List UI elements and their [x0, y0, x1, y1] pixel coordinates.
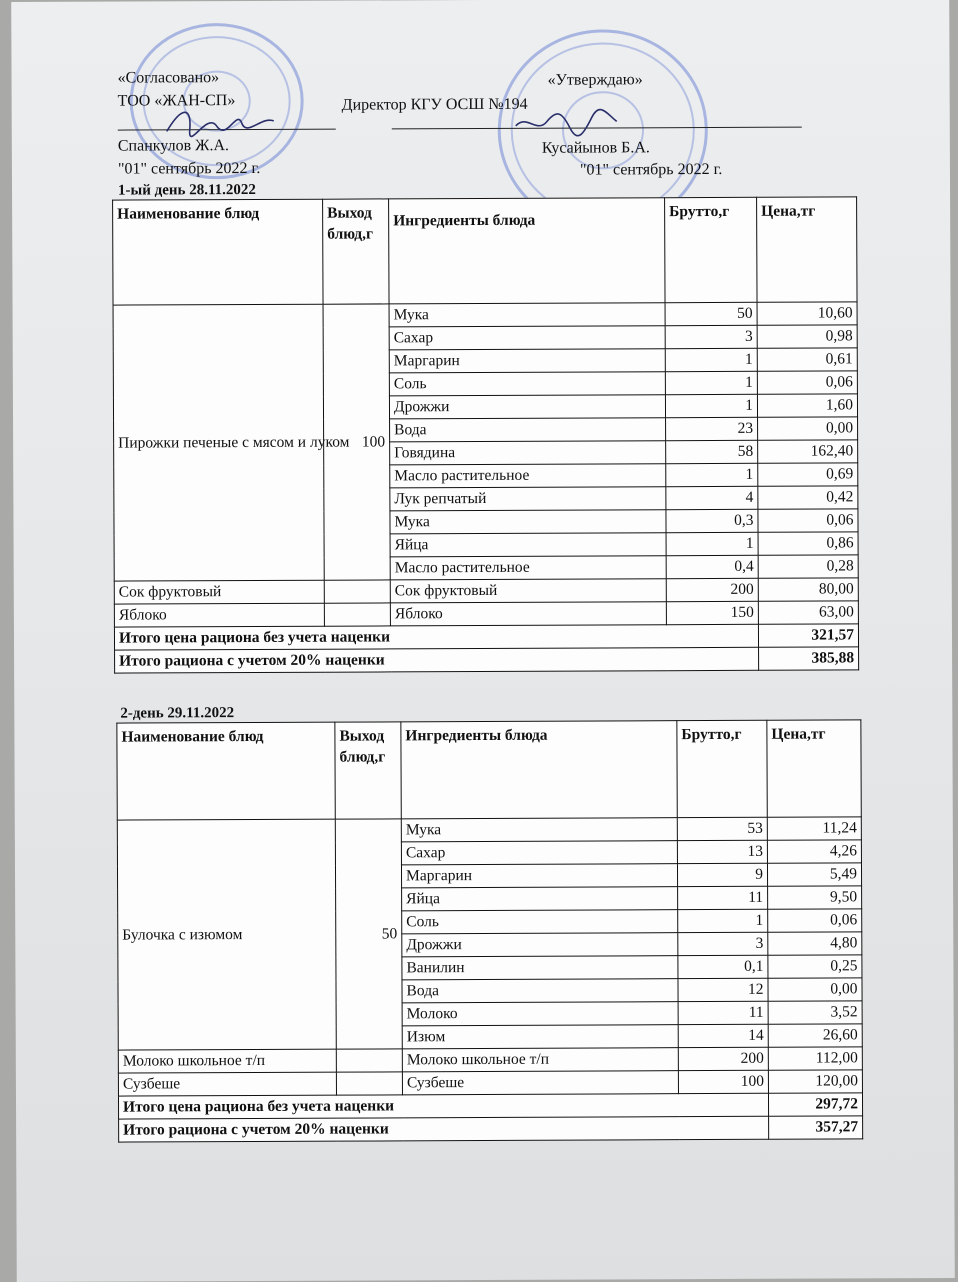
ingredient-cell: Молоко школьное т/п: [402, 1048, 678, 1072]
ingredient-cell: Яйца: [390, 533, 666, 557]
ingredient-cell: Масло растительное: [390, 556, 666, 580]
price-cell: 0,61: [757, 348, 857, 371]
total-label: Итого цена рациона без учета наценки: [114, 624, 758, 650]
table-header-row: [117, 720, 861, 820]
dish-name-cell: Пирожки печеные с мясом и луком: [113, 304, 324, 581]
table-row: [114, 578, 858, 604]
ingredient-cell: Соль: [389, 372, 665, 396]
price-cell: 5,49: [767, 863, 861, 886]
dish-name-cell: Яблоко: [114, 603, 324, 627]
markup-total-row: [115, 647, 859, 673]
ingredient-cell: Яблоко: [390, 602, 666, 626]
col-yield: Выход блюд,г: [323, 199, 389, 304]
dish-name-cell: Сок фруктовый: [114, 580, 324, 604]
gross-cell: 58: [666, 440, 758, 463]
day2-menu-table: [116, 719, 863, 1142]
approve-label: «Утверждаю»: [547, 71, 643, 89]
dish-yield-cell: 100: [323, 304, 390, 580]
table-row: [118, 1070, 862, 1096]
gross-cell: 200: [666, 578, 758, 601]
gross-cell: 100: [678, 1070, 768, 1093]
ingredient-cell: Яйца: [402, 887, 678, 911]
ingredient-cell: Говядина: [390, 441, 666, 465]
price-cell: 0,00: [758, 417, 858, 440]
price-cell: 0,98: [757, 325, 857, 348]
table-row: [114, 601, 858, 627]
total-value: 357,27: [769, 1116, 863, 1139]
price-cell: 10,60: [757, 302, 857, 325]
total-label: Итого рациона с учетом 20% наценки: [119, 1116, 769, 1142]
dish-yield-cell: [324, 580, 390, 603]
price-cell: 0,06: [768, 909, 862, 932]
total-value: 297,72: [768, 1093, 862, 1116]
price-cell: 4,26: [767, 840, 861, 863]
col-ingredients: Ингредиенты блюда: [401, 721, 677, 819]
gross-cell: 50: [665, 302, 757, 325]
gross-cell: 14: [678, 1024, 768, 1047]
price-cell: 0,28: [758, 555, 858, 578]
price-cell: 112,00: [768, 1047, 862, 1070]
price-cell: 1,60: [757, 394, 857, 417]
gross-cell: 150: [666, 601, 758, 624]
gross-cell: 1: [666, 532, 758, 555]
document-page: [11, 0, 955, 1282]
price-cell: 80,00: [758, 578, 858, 601]
col-dish: Наименование блюд: [113, 199, 323, 305]
ingredient-cell: Мука: [389, 303, 665, 327]
gross-cell: 12: [678, 978, 768, 1001]
price-cell: 4,80: [768, 932, 862, 955]
price-cell: 0,86: [758, 532, 858, 555]
price-cell: 63,00: [758, 601, 858, 624]
dish-yield-cell: [336, 1072, 402, 1095]
price-cell: 26,60: [768, 1024, 862, 1047]
dish-yield-cell: 50: [335, 819, 402, 1049]
approve-date: "01" сентябрь 2022 г.: [579, 160, 723, 179]
gross-cell: 1: [665, 371, 757, 394]
table-header-row: [113, 197, 857, 305]
ingredient-cell: Соль: [402, 910, 678, 934]
gross-cell: 3: [665, 325, 757, 348]
agreed-org: ТОО «ЖАН-СП»: [117, 92, 236, 110]
ingredient-cell: Вода: [402, 979, 678, 1003]
dish-name-cell: Сузбеше: [118, 1072, 336, 1096]
ingredient-cell: Масло растительное: [390, 464, 666, 488]
dish-name-cell: Булочка с изюмом: [117, 819, 336, 1050]
table-row: [118, 1047, 862, 1073]
gross-cell: 1: [665, 394, 757, 417]
ingredient-cell: Молоко: [402, 1002, 678, 1026]
gross-cell: 11: [678, 1001, 768, 1024]
gross-cell: 200: [678, 1047, 768, 1070]
gross-cell: 1: [666, 463, 758, 486]
price-cell: 0,06: [758, 509, 858, 532]
day1-menu-table: [112, 196, 859, 673]
ingredient-cell: Сок фруктовый: [390, 579, 666, 603]
ingredient-cell: Мука: [401, 818, 677, 842]
day1-table-body: [113, 302, 859, 673]
approve-person: Кусайынов Б.А.: [541, 139, 650, 157]
ingredient-cell: Мука: [390, 510, 666, 534]
gross-cell: 13: [677, 840, 767, 863]
col-price: Цена,тг: [767, 720, 861, 817]
col-yield: Выход блюд,г: [335, 722, 401, 819]
ingredient-cell: Дрожжи: [402, 933, 678, 957]
gross-cell: 3: [678, 932, 768, 955]
gross-cell: 0,3: [666, 509, 758, 532]
agreed-label: «Согласовано»: [117, 69, 220, 87]
ingredient-cell: Ванилин: [402, 956, 678, 980]
price-cell: 11,24: [767, 817, 861, 840]
ingredient-cell: Маргарин: [401, 864, 677, 888]
col-price: Цена,тг: [757, 197, 857, 302]
day1-title: 1-ый день 28.11.2022: [118, 181, 256, 199]
ingredient-cell: Дрожжи: [389, 395, 665, 419]
gross-cell: 0,1: [678, 955, 768, 978]
agreed-date: "01" сентябрь 2022 г.: [117, 159, 261, 178]
ingredient-cell: Изюм: [402, 1025, 678, 1049]
gross-cell: 4: [666, 486, 758, 509]
day2-title: 2-день 29.11.2022: [120, 705, 235, 722]
gross-cell: 1: [665, 348, 757, 371]
total-row: [118, 1093, 862, 1119]
table-row: [113, 302, 857, 328]
col-dish: Наименование блюд: [117, 722, 335, 820]
total-value: 385,88: [759, 647, 859, 670]
col-gross: Брутто,г: [665, 197, 757, 302]
ingredient-cell: Маргарин: [389, 349, 665, 373]
price-cell: 0,69: [758, 463, 858, 486]
gross-cell: 0,4: [666, 555, 758, 578]
price-cell: 0,42: [758, 486, 858, 509]
gross-cell: 11: [678, 886, 768, 909]
dish-name-cell: Молоко школьное т/п: [118, 1049, 336, 1073]
ingredient-cell: Сузбеше: [402, 1071, 678, 1095]
price-cell: 120,00: [768, 1070, 862, 1093]
table-row: [117, 817, 861, 843]
day2-table-body: [117, 817, 862, 1142]
agreed-person: Спанкулов Ж.А.: [117, 137, 230, 155]
price-cell: 162,40: [758, 440, 858, 463]
ingredient-cell: Вода: [390, 418, 666, 442]
gross-cell: 9: [677, 863, 767, 886]
dish-yield-cell: [324, 603, 390, 626]
gross-cell: 23: [666, 417, 758, 440]
ingredient-cell: Лук репчатый: [390, 487, 666, 511]
gross-cell: 1: [678, 909, 768, 932]
total-label: Итого рациона с учетом 20% наценки: [115, 647, 759, 673]
price-cell: 0,00: [768, 978, 862, 1001]
total-label: Итого цена рациона без учета наценки: [118, 1093, 768, 1119]
total-row: [114, 624, 858, 650]
ingredient-cell: Сахар: [401, 841, 677, 865]
dish-yield-cell: [336, 1049, 402, 1072]
price-cell: 3,52: [768, 1001, 862, 1024]
col-gross: Брутто,г: [677, 720, 767, 817]
approve-org: Директор КГУ ОСШ №194: [341, 95, 528, 114]
gross-cell: 53: [677, 817, 767, 840]
price-cell: 9,50: [768, 886, 862, 909]
agreed-signature: [162, 101, 282, 142]
price-cell: 0,06: [757, 371, 857, 394]
approve-signature: [512, 103, 622, 143]
markup-total-row: [119, 1116, 863, 1142]
total-value: 321,57: [758, 624, 858, 647]
ingredient-cell: Сахар: [389, 326, 665, 350]
col-ingredients: Ингредиенты блюда: [389, 198, 665, 304]
price-cell: 0,25: [768, 955, 862, 978]
